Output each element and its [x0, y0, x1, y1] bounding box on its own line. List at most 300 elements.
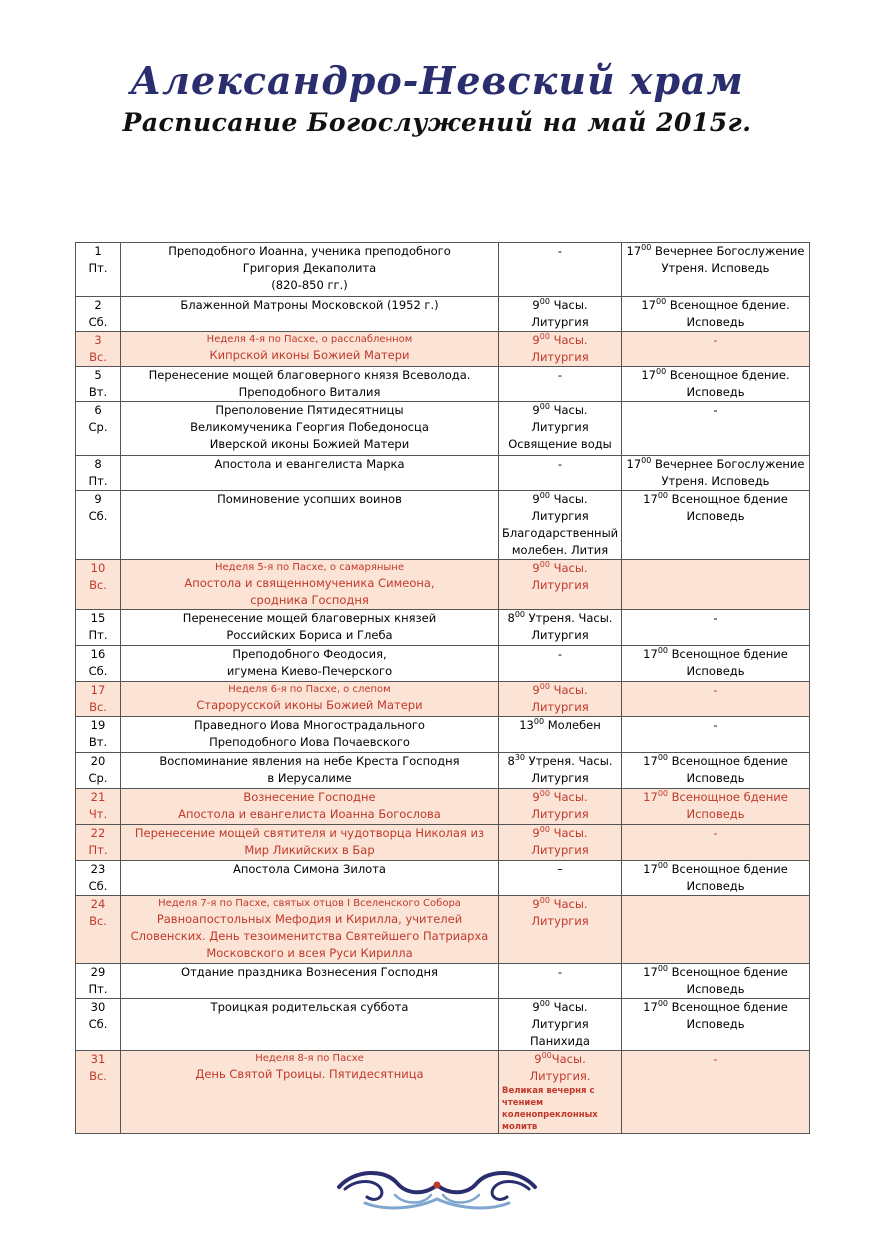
- date-cell: [76, 682, 121, 717]
- service-hour: 17: [643, 492, 658, 506]
- service-hour: 9: [532, 561, 540, 575]
- evening-service-cell: [622, 456, 810, 491]
- weekday: Ср.: [88, 420, 108, 434]
- date-cell: [76, 753, 121, 789]
- day-number: 16: [90, 647, 106, 661]
- service-note: молитв: [502, 1122, 538, 1132]
- service-text: Исповедь: [686, 315, 745, 329]
- service-hour: 17: [626, 244, 642, 258]
- service-line: [625, 473, 806, 490]
- page-subtitle: Расписание Богослужений на май 2015г.: [122, 108, 752, 137]
- service-minutes: 00: [539, 682, 550, 692]
- feast-cell: [121, 896, 499, 964]
- service-text: Панихида: [530, 1034, 590, 1048]
- feast-name: Старорусской иконы Божией Матери: [196, 698, 423, 712]
- feast-cell: [121, 456, 499, 491]
- service-minutes: 00: [539, 332, 550, 342]
- day-number: 17: [90, 683, 106, 697]
- feast-cell: [121, 402, 499, 456]
- morning-service-cell: [499, 402, 622, 456]
- service-minutes: 00: [539, 825, 550, 835]
- service-text: Исповедь: [686, 982, 745, 996]
- service-text: -: [713, 611, 718, 625]
- evening-service-cell: [622, 297, 810, 332]
- service-text: Часы. Литургия: [531, 403, 589, 434]
- evening-service-cell: [622, 825, 810, 861]
- weekday: Вс.: [89, 914, 107, 928]
- service-text: -: [713, 403, 718, 417]
- day-number: 22: [90, 826, 106, 840]
- weekday: Вс.: [89, 1069, 107, 1083]
- service-text: Всенощное бдение: [668, 754, 788, 768]
- feast-cell: [121, 825, 499, 861]
- service-line: [502, 243, 618, 260]
- service-text: Исповедь: [686, 664, 745, 678]
- feast-name: Апостола и евангелиста Марка: [214, 457, 405, 471]
- service-line: [502, 682, 618, 716]
- weekday: Сб.: [88, 664, 108, 678]
- feast-name: сродника Господня: [250, 593, 369, 607]
- feast-cell: [121, 789, 499, 825]
- feast-cell: [121, 999, 499, 1051]
- morning-service-cell: [499, 964, 622, 999]
- feast-name: Российских Бориса и Глеба: [226, 628, 393, 642]
- feast-name: Московского и всея Руси Кирилла: [206, 946, 413, 960]
- service-line: [625, 770, 806, 787]
- service-text: -: [557, 647, 563, 661]
- day-number: 3: [94, 333, 102, 347]
- morning-service-cell: [499, 297, 622, 332]
- weekday: Сб.: [88, 1017, 108, 1031]
- service-hour: 17: [643, 754, 658, 768]
- service-text: Часы. Литургия.: [529, 1052, 591, 1083]
- date-cell: [76, 560, 121, 610]
- service-hour: 17: [641, 298, 656, 312]
- service-text: Вечернее Богослужение: [651, 244, 805, 258]
- feast-name: Мир Ликийских в Бар: [244, 843, 375, 857]
- morning-service-cell: [499, 861, 622, 896]
- service-hour: 9: [532, 492, 540, 506]
- date-cell: [76, 297, 121, 332]
- day-number: 5: [94, 368, 102, 382]
- evening-service-cell: [622, 243, 810, 297]
- table-row: [76, 297, 810, 332]
- table-row: [76, 646, 810, 682]
- feast-name: Григория Декаполита: [242, 261, 377, 275]
- morning-service-cell: [499, 682, 622, 717]
- day-number: 9: [94, 492, 102, 506]
- table-row: [76, 753, 810, 789]
- schedule-table: [75, 242, 810, 1134]
- service-text: Утреня. Часы.: [525, 754, 613, 768]
- morning-service-cell: [499, 610, 622, 646]
- weekday: Пт.: [88, 474, 108, 488]
- service-minutes: 00: [657, 999, 668, 1009]
- service-note: чтением: [502, 1098, 544, 1108]
- service-text: Часы. Литургия: [531, 298, 589, 329]
- service-line: [625, 753, 806, 770]
- service-text: Вечернее Богослужение: [651, 457, 805, 471]
- service-hour: 9: [532, 333, 540, 347]
- weekday: Пт.: [88, 843, 108, 857]
- feast-name: Кипрской иконы Божией Матери: [209, 348, 410, 362]
- service-text: Утреня. Исповедь: [661, 474, 770, 488]
- date-cell: [76, 332, 121, 367]
- table-row-feast: [76, 896, 810, 964]
- evening-service-cell: [622, 491, 810, 560]
- service-minutes: 00: [533, 717, 545, 727]
- weekday: Сб.: [88, 879, 108, 893]
- table-row-feast: [76, 825, 810, 861]
- date-cell: [76, 789, 121, 825]
- service-line: [625, 1016, 806, 1033]
- service-text: Исповедь: [686, 1017, 745, 1031]
- service-minutes: 00: [539, 402, 550, 412]
- feast-cell: [121, 491, 499, 560]
- evening-service-cell: [622, 367, 810, 402]
- service-text: Освящение воды: [508, 437, 612, 451]
- service-text: Утреня. Исповедь: [661, 261, 770, 275]
- service-hour: 17: [643, 965, 658, 979]
- feast-cell: [121, 367, 499, 402]
- service-minutes: 00: [641, 243, 652, 253]
- service-text: Всенощное бдение.: [666, 298, 790, 312]
- feast-cell: [121, 717, 499, 753]
- date-cell: [76, 717, 121, 753]
- service-line: [625, 384, 806, 401]
- feast-name: Преподобного Виталия: [238, 385, 381, 399]
- feast-name: Равноапостольных Мефодия и Кирилла, учителей: [156, 912, 463, 926]
- service-hour: 9: [532, 683, 540, 697]
- feast-week-note: Неделя 5-я по Пасхе, о самаряныне: [215, 562, 404, 573]
- evening-service-cell: [622, 610, 810, 646]
- day-number: 20: [90, 754, 106, 768]
- feast-name: Преподобного Иоанна, ученика преподобного: [168, 244, 451, 258]
- day-number: 31: [90, 1052, 106, 1066]
- service-line: [502, 896, 618, 930]
- service-line: [502, 627, 618, 644]
- feast-name: в Иерусалиме: [267, 771, 352, 785]
- evening-service-cell: [622, 999, 810, 1051]
- feast-name: Апостола и евангелиста Иоанна Богослова: [178, 807, 441, 821]
- feast-cell: [121, 610, 499, 646]
- service-text: Всенощное бдение: [668, 492, 788, 506]
- service-line: [625, 332, 806, 349]
- feast-name: (820-850 гг.): [271, 278, 348, 292]
- service-line: [625, 610, 806, 627]
- service-line: [625, 789, 806, 806]
- day-number: 10: [90, 561, 106, 575]
- evening-service-cell: [622, 753, 810, 789]
- service-minutes: 00: [657, 964, 668, 974]
- service-text: -: [713, 683, 718, 697]
- feast-name: Преподобного Феодосия,: [232, 647, 387, 661]
- service-minutes: 00: [655, 367, 667, 377]
- service-text: -: [713, 1052, 718, 1066]
- date-cell: [76, 456, 121, 491]
- feast-name: Воспоминание явления на небе Креста Господня: [159, 754, 460, 768]
- weekday: Ср.: [88, 771, 108, 785]
- date-cell: [76, 367, 121, 402]
- service-line: [502, 646, 618, 663]
- service-text: Исповедь: [686, 807, 745, 821]
- day-number: 30: [90, 1000, 106, 1014]
- weekday: Сб.: [88, 315, 108, 329]
- morning-service-cell: [499, 332, 622, 367]
- feast-cell: [121, 1051, 499, 1134]
- service-text: Часы. Литургия: [531, 683, 589, 714]
- service-text: Исповедь: [686, 385, 745, 399]
- feast-week-note: Неделя 4-я по Пасхе, о расслабленном: [206, 334, 413, 345]
- service-hour: 9: [534, 1052, 542, 1066]
- service-hour: 17: [643, 862, 658, 876]
- service-note: коленопреклонных: [502, 1110, 598, 1120]
- service-text: -: [557, 457, 563, 471]
- feast-name: Иверской иконы Божией Матери: [209, 437, 410, 451]
- feast-name: Словенских. День тезоименитства Святейшего Патриарха: [130, 929, 489, 943]
- service-hour: 8: [507, 611, 515, 625]
- service-text: Всенощное бдение: [668, 965, 788, 979]
- service-line: [502, 789, 618, 823]
- service-text: -: [557, 368, 563, 382]
- day-number: 1: [94, 244, 102, 258]
- date-cell: [76, 1051, 121, 1134]
- evening-service-cell: [622, 896, 810, 964]
- service-line: [502, 861, 618, 878]
- service-line: [502, 717, 618, 734]
- service-note: Великая вечерня с: [502, 1086, 595, 1096]
- feast-name: Перенесение мощей благоверных князей: [182, 611, 437, 625]
- day-number: 21: [90, 790, 106, 804]
- feast-name: Блаженной Матроны Московской (1952 г.): [180, 298, 439, 312]
- day-number: 15: [90, 611, 106, 625]
- date-cell: [76, 896, 121, 964]
- weekday: Вт.: [88, 385, 108, 399]
- service-hour: 17: [643, 647, 658, 661]
- table-row: [76, 999, 810, 1051]
- morning-service-cell: [499, 560, 622, 610]
- service-text: –: [557, 862, 563, 876]
- feast-name: Праведного Иова Многострадального: [194, 718, 425, 732]
- date-cell: [76, 825, 121, 861]
- service-hour: 13: [519, 718, 534, 732]
- morning-service-cell: [499, 717, 622, 753]
- table-row: [76, 456, 810, 491]
- table-row: [76, 491, 810, 560]
- service-text: Всенощное бдение: [668, 647, 788, 661]
- weekday: Пт.: [88, 628, 108, 642]
- feast-cell: [121, 861, 499, 896]
- service-minutes: 00: [514, 610, 526, 620]
- date-cell: [76, 610, 121, 646]
- service-line: [625, 964, 806, 981]
- service-minutes: 00: [539, 896, 550, 906]
- service-line: [502, 825, 618, 859]
- evening-service-cell: [622, 402, 810, 456]
- morning-service-cell: [499, 896, 622, 964]
- table-row: [76, 717, 810, 753]
- evening-service-cell: [622, 1051, 810, 1134]
- feast-name: Апостола Симона Зилота: [233, 862, 386, 876]
- service-line: [502, 436, 618, 453]
- schedule-body: [76, 243, 810, 1134]
- service-line: [502, 297, 618, 331]
- weekday: Пт.: [88, 261, 108, 275]
- date-cell: [76, 243, 121, 297]
- service-line: [502, 1033, 618, 1050]
- service-minutes: 00: [539, 560, 550, 570]
- weekday: Вс.: [89, 700, 107, 714]
- service-text: Часы. Литургия: [531, 561, 589, 592]
- service-line: [625, 456, 806, 473]
- morning-service-cell: [499, 367, 622, 402]
- feast-name: Отдание праздника Вознесения Господня: [181, 965, 438, 979]
- service-line: [502, 525, 618, 542]
- service-minutes: 00: [657, 646, 668, 656]
- service-text: Литургия: [531, 628, 589, 642]
- service-minutes: 30: [514, 753, 526, 763]
- service-minutes: 00: [541, 1051, 552, 1061]
- day-number: 6: [94, 403, 102, 417]
- service-hour: 8: [507, 754, 515, 768]
- service-line: [625, 682, 806, 699]
- table-row: [76, 610, 810, 646]
- service-hour: 17: [641, 368, 656, 382]
- weekday: Чт.: [88, 807, 108, 821]
- service-hour: 17: [643, 790, 658, 804]
- table-row-feast: [76, 1051, 810, 1134]
- feast-name: Перенесение мощей благоверного князя Всеволода.: [148, 368, 471, 382]
- service-line: [625, 243, 806, 260]
- feast-cell: [121, 682, 499, 717]
- morning-service-cell: [499, 753, 622, 789]
- service-minutes: 00: [539, 491, 550, 501]
- service-line: [625, 297, 806, 314]
- feast-week-note: Неделя 7-я по Пасхе, святых отцов I Вселенского Собора: [158, 898, 461, 909]
- service-text: Исповедь: [686, 879, 745, 893]
- service-hour: 9: [532, 1000, 540, 1014]
- table-row: [76, 861, 810, 896]
- service-text: -: [557, 244, 563, 258]
- table-row: [76, 367, 810, 402]
- date-cell: [76, 402, 121, 456]
- service-text: Часы. Литургия: [531, 790, 589, 821]
- table-row: [76, 964, 810, 999]
- service-text: Всенощное бдение.: [666, 368, 790, 382]
- table-row: [76, 402, 810, 456]
- morning-service-cell: [499, 646, 622, 682]
- service-text: Утреня. Часы.: [525, 611, 613, 625]
- service-line: [625, 878, 806, 895]
- service-text: -: [713, 333, 718, 347]
- table-row-feast: [76, 560, 810, 610]
- service-line: [625, 861, 806, 878]
- service-minutes: 00: [641, 456, 652, 466]
- service-line: [502, 367, 618, 384]
- feast-cell: [121, 646, 499, 682]
- evening-service-cell: [622, 861, 810, 896]
- service-text: Молебен: [544, 718, 601, 732]
- service-line: [625, 717, 806, 734]
- feast-name: Вознесение Господне: [243, 790, 376, 804]
- service-line: [502, 610, 618, 627]
- weekday: Сб.: [88, 509, 108, 523]
- morning-service-cell: [499, 243, 622, 297]
- feast-name: Великомученика Георгия Победоносца: [190, 420, 429, 434]
- service-text: Часы. Литургия: [531, 1000, 589, 1031]
- morning-service-cell: [499, 789, 622, 825]
- evening-service-cell: [622, 560, 810, 610]
- service-minutes: 00: [657, 491, 668, 501]
- service-line: [625, 314, 806, 331]
- service-text: Всенощное бдение: [668, 862, 788, 876]
- table-row-feast: [76, 332, 810, 367]
- evening-service-cell: [622, 789, 810, 825]
- service-line: [502, 491, 618, 525]
- weekday: Пт.: [88, 982, 108, 996]
- service-line: [625, 260, 806, 277]
- evening-service-cell: [622, 646, 810, 682]
- service-text: Часы. Литургия: [531, 492, 589, 523]
- day-number: 2: [94, 298, 102, 312]
- service-line: [502, 964, 618, 981]
- day-number: 19: [90, 718, 106, 732]
- date-cell: [76, 964, 121, 999]
- date-cell: [76, 491, 121, 560]
- day-number: 23: [90, 862, 106, 876]
- evening-service-cell: [622, 682, 810, 717]
- service-line: [625, 402, 806, 419]
- day-number: 24: [90, 897, 106, 911]
- service-text: Литургия: [531, 771, 589, 785]
- service-text: Исповедь: [686, 509, 745, 523]
- feast-name: Троицкая родительская суббота: [210, 1000, 409, 1014]
- service-text: Часы. Литургия: [531, 333, 589, 364]
- service-hour: 17: [626, 457, 642, 471]
- service-line: [625, 1051, 806, 1068]
- service-hour: 9: [532, 403, 540, 417]
- feast-name: Преподобного Иова Почаевского: [209, 735, 410, 749]
- service-line: [625, 825, 806, 842]
- service-minutes: 00: [657, 789, 668, 799]
- service-line: [502, 402, 618, 436]
- service-line: [502, 999, 618, 1033]
- feast-name: День Святой Троицы. Пятидесятница: [195, 1067, 424, 1081]
- service-line: [625, 508, 806, 525]
- service-line: [625, 367, 806, 384]
- evening-service-cell: [622, 717, 810, 753]
- feast-cell: [121, 753, 499, 789]
- weekday: Вт.: [88, 735, 108, 749]
- day-number: 29: [90, 965, 106, 979]
- morning-service-cell: [499, 456, 622, 491]
- service-text: Исповедь: [686, 771, 745, 785]
- feast-cell: [121, 964, 499, 999]
- table-row: [76, 243, 810, 297]
- service-line: [502, 753, 618, 770]
- service-line: [625, 999, 806, 1016]
- service-hour: 9: [532, 897, 540, 911]
- date-cell: [76, 861, 121, 896]
- service-line: [502, 456, 618, 473]
- service-text: Всенощное бдение: [668, 790, 788, 804]
- service-line: [625, 663, 806, 680]
- table-row-feast: [76, 682, 810, 717]
- service-line: [502, 1051, 618, 1085]
- service-text: -: [713, 826, 718, 840]
- service-text: Часы. Литургия: [531, 897, 589, 928]
- feast-name: Апостола и священномученика Симеона,: [184, 576, 435, 590]
